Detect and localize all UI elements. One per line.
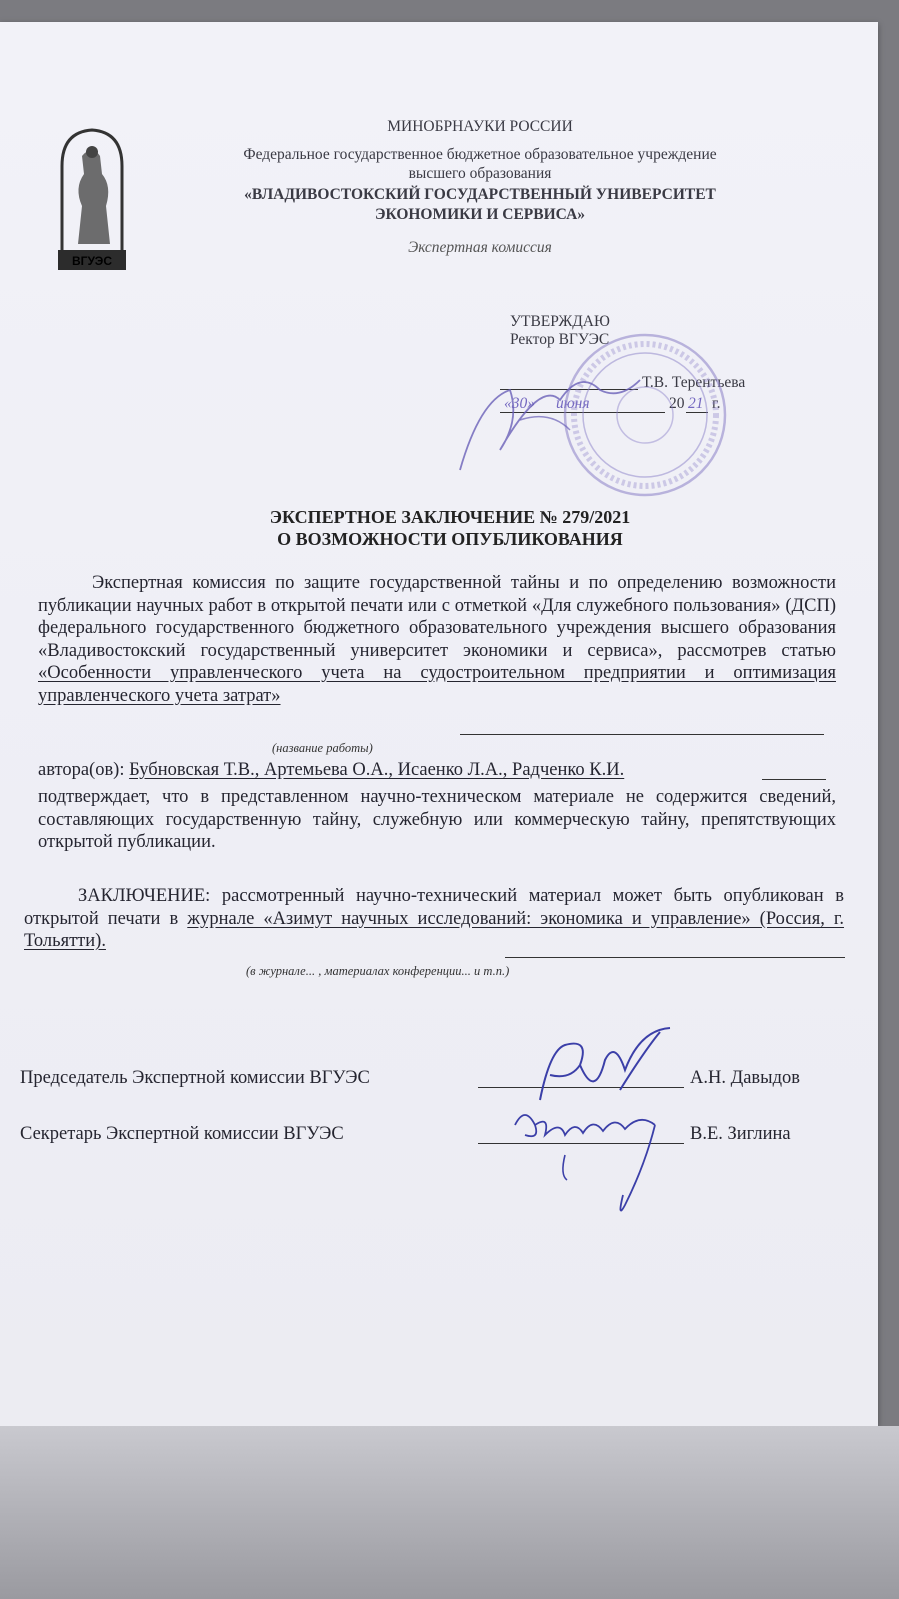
conclusion-text: ЗАКЛЮЧЕНИЕ: рассмотренный научно-технический материал может быть опубликован в открытой печати в [24,886,844,929]
expertise-paragraph [38,572,836,707]
confirmation-text: подтверждает, что в представленном научно-техническом материале не содержится сведений, составляющих государственную тайну, служебную или коммерческую тайну, препятствующих открытой публикации. [38,787,836,852]
date-day: «30» [504,395,535,412]
secretary-signature [505,1095,685,1225]
chairman-name: А.Н. Давыдов [690,1068,800,1088]
secretary-name: В.Е. Зиглина [690,1124,791,1144]
authors-list: Бубновская Т.В., Артемьева О.А., Исаенко Л.А., Радченко К.И. [129,760,625,780]
work-title-line [460,734,824,735]
date-g: г. [712,395,721,412]
ministry-line: МИНОБРНАУКИ РОССИИ [387,118,573,135]
commission-label: Экспертная комиссия [408,239,552,256]
university-line-1: «ВЛАДИВОСТОКСКИЙ ГОСУДАРСТВЕННЫЙ УНИВЕРСИТЕТ [244,186,716,203]
authors-line [38,759,836,782]
venue-caption: (в журнале... , материалах конференции... и т.п.) [246,964,510,978]
authors-label: автора(ов): [38,760,125,780]
authors-line-tail [762,779,826,780]
approve-label: УТВЕРЖДАЮ [510,313,610,330]
rector-position: Ректор ВГУЭС [510,331,610,348]
work-title-caption: (название работы) [272,741,373,755]
logo-text: ВГУЭС [72,254,112,268]
rector-name: Т.В. Терентьева [642,374,746,391]
rector-signature [450,360,650,480]
chairman-role: Председатель Экспертной комиссии ВГУЭС [20,1068,370,1088]
date-year-prefix: 20 [669,395,685,412]
university-logo [56,126,128,272]
publication-venue: журнале «Азимут научных исследований: экономика и управление» (Россия, г. Тольятти). [24,908,845,951]
background-surface [0,1426,899,1599]
date-month: июня [556,395,590,412]
date-year-suffix: 21 [688,395,704,412]
institution-line-2: высшего образования [408,165,552,182]
paragraph-intro: Экспертная комиссия по защите государственной тайны и по определению возможности публикации научных работ в открытой печати или с отметкой «Для служебного пользования» (ДСП) федерального государственного бюджетного образовательного учреждения высшего образования «Владивостокский государственный университет экономики и сервиса», рассмотрев статью [38,573,836,661]
work-title: «Особенности управленческого учета на судостроительном предприятии и оптимизация управленческого учета затрат» [38,663,836,706]
institution-line-1: Федеральное государственное бюджетное образовательное учреждение [243,146,717,163]
document-sheet [0,22,878,1426]
document-title-line-2: О ВОЗМОЖНОСТИ ОПУБЛИКОВАНИЯ [277,529,623,549]
secretary-role: Секретарь Экспертной комиссии ВГУЭС [20,1124,344,1144]
university-line-2: ЭКОНОМИКИ И СЕРВИСА» [374,206,586,223]
venue-line [505,957,845,958]
document-title-line-1: ЭКСПЕРТНОЕ ЗАКЛЮЧЕНИЕ № 279/2021 [269,507,631,527]
conclusion-paragraph [24,885,844,953]
